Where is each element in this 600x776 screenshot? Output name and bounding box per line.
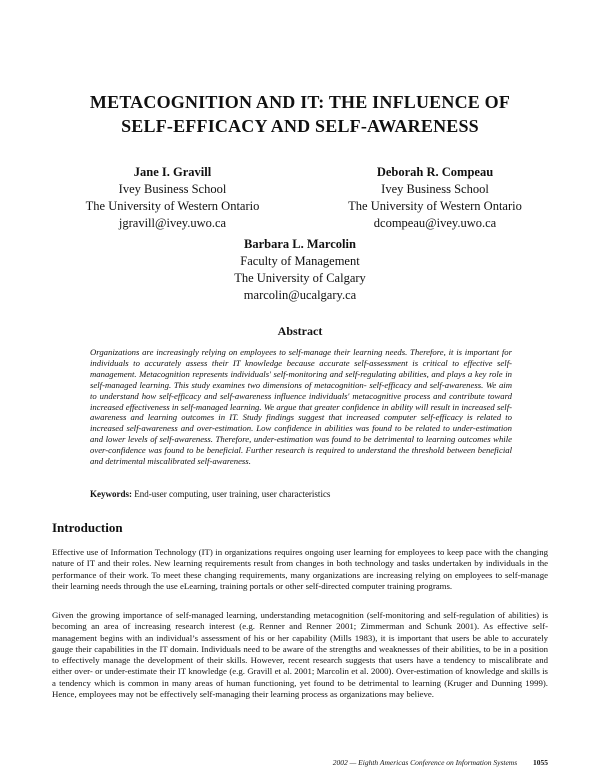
title-line-2: SELF-EFFICACY AND SELF-AWARENESS	[121, 116, 479, 136]
paper-title	[40, 90, 560, 138]
intro-paragraph-1: Effective use of Information Technology (IT) in organizations requires ongoing user learning for employees to keep pace with the changing nature of IT and their roles. New learning requirements result from changes in both technology and tasks undertaken by individuals in the performance of their work. To meet these changing requirements, many organizations are increasing relying on employees to self-manage their learning needs through the use eLearning, training portals or other self-directed computer training programs.	[52, 547, 548, 591]
author-name: Jane I. Gravill	[133, 165, 212, 179]
author-block	[60, 164, 285, 232]
keywords-line	[90, 489, 530, 499]
intro-paragraph-2: Given the growing importance of self-managed learning, understanding metacognition (self-monitoring and self-regulation of abilities) is becoming an area of increasing research interest (e.g. Renner and Renner 2001; Zimmerman and Schunk 2001). As effective self-management begins with an individual’s assessment of his or her capability (Mills 1983), it is important that users be able to accurately gauge their capabilities in the IT domain. Individuals need to be aware of the strengths and weaknesses of their abilities, to be in a position to effectively manage the development of their skills. However, recent research suggests that users have a tendency to miscalibrate and either over- or under-estimate their IT knowledge (e.g. Gravill et al. 2001; Marcolin et al. 2000). Over-estimation of knowledge and skills is a tendency which is common in many areas of human functioning, yet found to be detrimental to learning (Kruger and Dunning 1999). Hence, employees may not be effectively self-managing their learning process as organizations may believe.	[52, 610, 548, 700]
author-block	[315, 164, 555, 232]
author-email: jgravill@ivey.uwo.ca	[118, 216, 227, 230]
keywords-text: End-user computing, user training, user characteristics	[134, 489, 331, 499]
section-heading-introduction: Introduction	[52, 520, 123, 535]
author-affiliation: Faculty of Management	[240, 254, 360, 268]
author-institution: The University of Calgary	[234, 271, 366, 285]
abstract-heading: Abstract	[277, 324, 323, 338]
author-institution: The University of Western Ontario	[85, 199, 260, 213]
author-email: dcompeau@ivey.uwo.ca	[373, 216, 497, 230]
author-name: Barbara L. Marcolin	[244, 237, 356, 251]
author-institution: The University of Western Ontario	[348, 199, 522, 213]
author-block	[185, 236, 415, 304]
abstract-text: Organizations are increasingly relying on employees to self-manage their learning needs. Therefore, it is important for individuals to accurately assess their IT knowledge because accurate self-assessment is critical to effective self-management. Metacognition represents individuals' self-monitoring and self-regulating abilities, and plays a key role in self-managed learning. This study examines two dimensions of metacognition- self-efficacy and self-awareness. We aim to understand how self-efficacy and self-awareness influence individuals' metacognitive process and contribute toward increased effectiveness in self-managed learning. We argue that greater confidence in ability will result in increased self-awareness and learning outcomes in IT. Study findings suggest that increased computer self-efficacy is related to increased self-awareness and over-estimation. Low confidence in abilities was found to be related to under-estimation and lower levels of self-awareness. Therefore, under-estimation was found to be detrimental to learning outcomes while over-confidence was found to be beneficial. Further research is required to understand the threshold between beneficial and detrimental miscalibrated self-awareness.	[90, 347, 512, 467]
keywords-label: Keywords:	[90, 489, 132, 499]
author-affiliation: Ivey Business School	[118, 182, 227, 196]
title-line-1: METACOGNITION AND IT: THE INFLUENCE OF	[89, 92, 511, 112]
footer-conference: 2002 — Eighth Americas Conference on Information Systems	[332, 758, 518, 767]
author-email: marcolin@ucalgary.ca	[243, 288, 357, 302]
author-affiliation: Ivey Business School	[381, 182, 489, 196]
footer-page-number: 1055	[533, 758, 548, 767]
author-name: Deborah R. Compeau	[376, 165, 494, 179]
page-footer	[52, 758, 548, 767]
